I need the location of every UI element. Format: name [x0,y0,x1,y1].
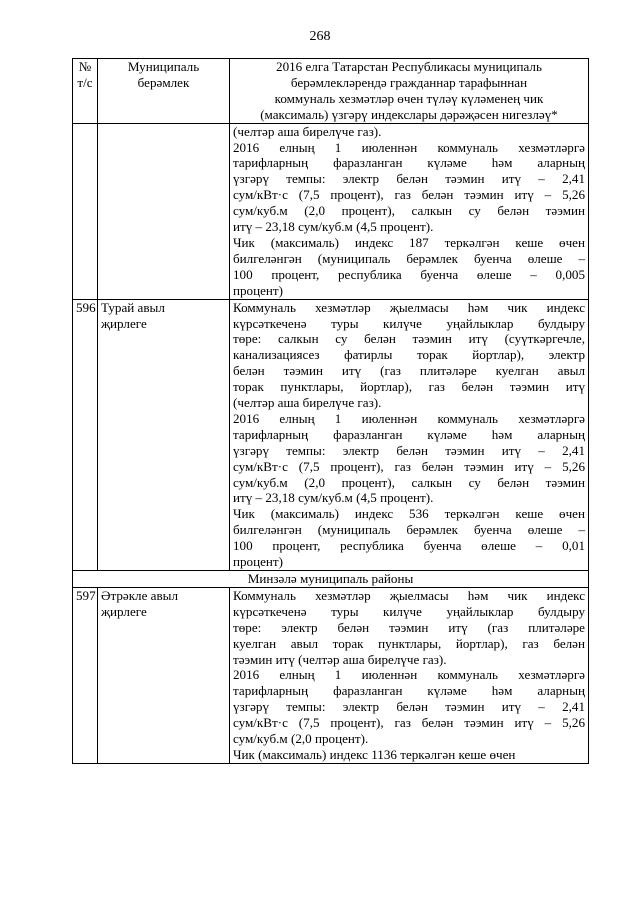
description-line: 2016 елның 1 июленнән коммуналь хезмәтләргә [233,667,585,683]
description-line: билгеләнгән (муниципаль берәмлек буенча өлеше – [233,250,585,266]
description-line: тарифларның фаразланган күләме һәм аларның [233,426,585,442]
table-row [73,299,589,570]
description-line: сум/куб.м (2,0 процент), салкын су белән тәэмин [233,203,585,219]
index-table [72,58,589,764]
section-row [73,571,589,588]
description-line: (челтәр аша бирелүче газ). [233,123,382,139]
description-cell [230,299,589,570]
header-description-line: берәмлекләрендә гражданнар тарафыннан [290,74,528,90]
description-line: сум/кВт·с (7,5 процент), газ белән тәэмин итү – 5,26 [233,715,585,731]
municipality-name-line: Әтрәкле авыл [101,587,179,603]
description-line: канализациясез фатирлы торак йортлар), электр [233,347,585,363]
description-line: сум/кВт·с (7,5 процент), газ белән тәэмин итү – 5,26 [233,187,585,203]
description-paragraph [233,667,585,747]
municipality-name [98,299,230,570]
description-line: процент) [233,554,284,570]
description-line: сум/кВт·с (7,5 процент), газ белән тәэмин итү – 5,26 [233,458,585,474]
description-line: билгеләнгән (муниципаль берәмлек буенча өлеше – [233,522,585,538]
description-line: күрсәткеченә туры килүче уңайлыклар булдыру [233,315,585,331]
description-line: тәэмин итү (челтәр аша бирелүче газ). [233,651,447,667]
description-line: үзгәрү темпы: электр белән тәэмин итү – 2,41 [233,171,585,187]
header-description-line: коммуналь хезмәтләр өчен түләү күләменең чик [274,90,544,106]
row-number [73,123,98,299]
description-paragraph [233,411,585,506]
municipality-name [98,123,230,299]
description-paragraph [233,300,585,411]
description-line: сум/куб.м (2,0 процент). [233,731,369,747]
description-paragraph [233,506,585,570]
description-line: куелган авыл торак пунктлары, йортлар), газ белән [233,635,585,651]
description-paragraph [233,588,585,668]
description-line: 2016 елның 1 июленнән коммуналь хезмәтләргә [233,410,585,426]
header-municipality-line: Муниципаль [127,59,200,74]
description-line: 2016 елның 1 июленнән коммуналь хезмәтләргә [233,139,585,155]
description-line: төре: салкын су белән тәэмин итү (суүткәргечле, [233,331,585,347]
description-paragraph [233,140,585,235]
header-number-line: № [78,59,92,74]
description-line: үзгәрү темпы: электр белән тәэмин итү – 2,41 [233,442,585,458]
header-municipality [98,59,230,124]
municipality-name-line: Турай авыл [101,299,165,315]
row-number: 596 [73,299,98,570]
description-line: торак пунктлары, йортлар), газ белән тәэмин итү [233,379,585,395]
description-line: процент) [233,282,284,298]
description-line: Чик (максималь) индекс 1136 теркәлгән кеше өчен [233,746,516,762]
description-cell [230,587,589,763]
table-header-row [73,59,589,124]
description-line: итү – 23,18 сум/куб.м (4,5 процент). [233,219,434,235]
header-number [73,59,98,124]
description-line: итү – 23,18 сум/куб.м (4,5 процент). [233,490,434,506]
description-line: сум/куб.м (2,0 процент), салкын су белән тәэмин [233,474,585,490]
description-paragraph [233,235,585,299]
description-line: Коммуналь хезмәтләр җыелмасы һәм чик индекс [233,587,585,603]
description-line: Коммуналь хезмәтләр җыелмасы һәм чик индекс [233,299,585,315]
description-paragraph [233,124,585,140]
description-line: 100 процент, республика буенча өлеше – 0,005 [233,266,585,282]
description-line: үзгәрү темпы: электр белән тәэмин итү – 2,41 [233,699,585,715]
table-row [73,587,589,763]
description-line: тарифларның фаразланган күләме һәм аларның [233,155,585,171]
description-cell [230,123,589,299]
description-line: Чик (максималь) индекс 536 теркәлгән кеше өчен [233,506,585,522]
description-line: төре: электр белән тәэмин итү (газ плитәләре [233,619,585,635]
description-paragraph [233,747,585,763]
description-line: (челтәр аша бирелүче газ). [233,395,382,411]
municipality-name [98,587,230,763]
page-number: 268 [309,29,331,44]
table-row [73,123,589,299]
description-line: белән тәэмин итү (газ плитәләре куелган авыл [233,363,585,379]
municipality-name-line: җирлеге [101,603,147,619]
description-line: 100 процент, республика буенча өлеше – 0,01 [233,538,585,554]
description-line: тарифларның фаразланган күләме һәм аларның [233,683,585,699]
row-number: 597 [73,587,98,763]
description-line: Чик (максималь) индекс 187 теркәлгән кеше өчен [233,234,585,250]
header-description-line: (максималь) үзгәрү индекслары дәрәҗәсен нигезләү* [260,106,558,122]
description-line: күрсәткеченә туры килүче уңайлыклар булдыру [233,603,585,619]
header-number-line: т/с [77,74,93,90]
header-description-line: 2016 елга Татарстан Республикасы муниципаль [276,59,542,74]
header-description [230,59,589,124]
header-municipality-line: берәмлек [137,74,190,90]
municipality-name-line: җирлеге [101,315,147,331]
section-title: Минзәлә муниципаль районы [73,571,589,588]
